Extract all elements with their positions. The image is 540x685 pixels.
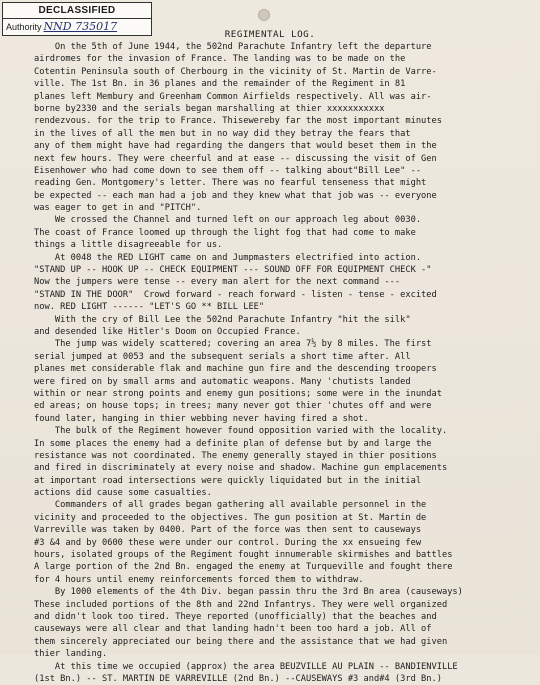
text-line: Eisenhower who had come down to see them off -- talking about"Bill Lee" -- — [34, 165, 422, 176]
text-line: vicinity and proceeded to the objectives. The gun position at St. Martin de — [34, 512, 427, 523]
text-line: found later, hanging in thier webbing never having fired a shot. — [34, 413, 369, 424]
text-line: and didn't look too tired. Theye reported (unofficially) that the beaches and — [34, 611, 437, 622]
text-line: next few hours. They were cheerful and at ease -- discussing the visit of Gen — [34, 153, 437, 164]
text-line: ville. The 1st Bn. in 36 planes and the remainder of the Regiment in 81 — [34, 79, 406, 90]
text-line: within or near strong points and enemy gun positions; some were in the inundat — [34, 388, 442, 399]
text-line: We crossed the Channel and turned left on our approach leg about 0030. — [34, 215, 422, 226]
text-line: With the cry of Bill Lee the 502nd Parachute Infantry "hit the silk" — [34, 314, 411, 325]
authority-label: Authority — [6, 22, 42, 32]
text-line: resistance was not coordinated. The enemy generally stayed in thier positions — [34, 450, 437, 461]
text-line: airdromes for the invasion of France. The landing was to be made on the — [34, 54, 406, 65]
text-line: In some places the enemy had a definite plan of defense but by and large the — [34, 438, 432, 449]
text-line: serial jumped at 0053 and the subsequent serials a short time after. All — [34, 351, 411, 362]
text-line: Varreville was taken by 0400. Part of the force was then sent to causeways — [34, 525, 422, 536]
text-line: actions did cause some casualties. — [34, 488, 212, 499]
text-line: for 4 hours until enemy reinforcements forced them to withdraw. — [34, 574, 364, 585]
text-line: Now the jumpers were tense -- every man alert for the next command --- — [34, 277, 401, 288]
text-line: was eager to get in and "PITCH". — [34, 203, 202, 214]
stamp-title: DECLASSIFIED — [3, 3, 151, 19]
text-line: hours, isolated groups of the Regiment fought innumerable skirmishes and battles — [34, 550, 453, 561]
text-line: thier landing. — [34, 649, 108, 660]
text-line: By 1000 elements of the 4th Div. began passin thru the 3rd Bn area (causeways) — [34, 587, 463, 598]
text-line: them sincerely appreciated our being there and the assistance that we had given — [34, 636, 448, 647]
text-line: now. RED LIGHT ------ "LET'S GO ** BILL LEE" — [34, 302, 265, 313]
authority-value: NND 735017 — [43, 20, 118, 33]
text-line: planes met considerable flak and machine gun fire and the descending troopers — [34, 364, 437, 375]
text-line: were fired on by small arms and automatic weapons. Many 'chutists landed — [34, 376, 411, 387]
text-line: reading Gen. Montgomery's letter. There was no fearful tenseness that might — [34, 178, 427, 189]
text-line: "STAND IN THE DOOR" Crowd forward - reach forward - listen - tense - excited — [34, 289, 437, 300]
text-line: Commanders of all grades began gathering all available personnel in the — [34, 500, 427, 511]
text-line: causeways were all clear and that landing hadn't been too hard a job. All of — [34, 624, 432, 635]
text-line: At this time we occupied (approx) the area BEUZVILLE AU PLAIN -- BANDIENVILLE — [34, 661, 458, 672]
text-line: be expected -- each man had a job and they knew what that job was -- everyone — [34, 190, 437, 201]
text-line: Cotentin Peninsula south of Cherbourg in the vicinity of St. Martin de Varre- — [34, 66, 437, 77]
text-line: planes left Membury and Greenham Common Airfields respectively. All was air- — [34, 91, 432, 102]
text-line: any of them might have had regarding the dangers that would beset them in the — [34, 141, 437, 152]
text-line: The coast of France loomed up through the light fog that had come to make — [34, 227, 416, 238]
text-line: "STAND UP -- HOOK UP -- CHECK EQUIPMENT --- SOUND OFF FOR EQUIPMENT CHECK -" — [34, 265, 432, 276]
text-line: On the 5th of June 1944, the 502nd Parachute Infantry left the departure — [34, 42, 432, 52]
text-line: things a little disagreeable for us. — [34, 240, 223, 251]
text-line: in the lives of all the men but in no way did they betray the fears that — [34, 128, 411, 139]
document-title: REGIMENTAL LOG. — [224, 29, 316, 40]
document-body — [34, 41, 534, 685]
text-line: ed areas; on house tops; in trees; many never got thier 'chutes off and were — [34, 401, 432, 412]
text-line: At 0048 the RED LIGHT came on and Jumpmasters electrified into action. — [34, 252, 422, 263]
punch-hole — [258, 9, 270, 21]
text-line: These included portions of the 8th and 22nd Infantrys. They were well organized — [34, 599, 448, 610]
text-line: at important road intersections were quickly liquidated but in the initial — [34, 475, 422, 486]
text-line: The jump was widely scattered; covering an area 7½ by 8 miles. The first — [34, 339, 432, 350]
text-line: borne by2330 and the serials began marshalling at thier xxxxxxxxxxx — [34, 103, 385, 114]
text-line: #3 &4 and by 0600 these were under our control. During the xx ensueing few — [34, 537, 422, 548]
text-line: and fired in discriminately at every noise and shadow. Machine gun emplacements — [34, 463, 448, 474]
text-line: (1st Bn.) -- ST. MARTIN DE VARREVILLE (2nd Bn.) --CAUSEWAYS #3 and#4 (3rd Bn.) — [34, 673, 442, 684]
text-line: and desended like Hitler's Doom on Occupied France. — [34, 326, 301, 337]
text-line: A large portion of the 2nd Bn. engaged the enemy at Turqueville and fought there — [34, 562, 453, 573]
text-line: rendezvous. for the trip to France. Thisewereby far the most important minutes — [34, 116, 442, 127]
text-line: The bulk of the Regiment however found opposition varied with the locality. — [34, 426, 448, 437]
